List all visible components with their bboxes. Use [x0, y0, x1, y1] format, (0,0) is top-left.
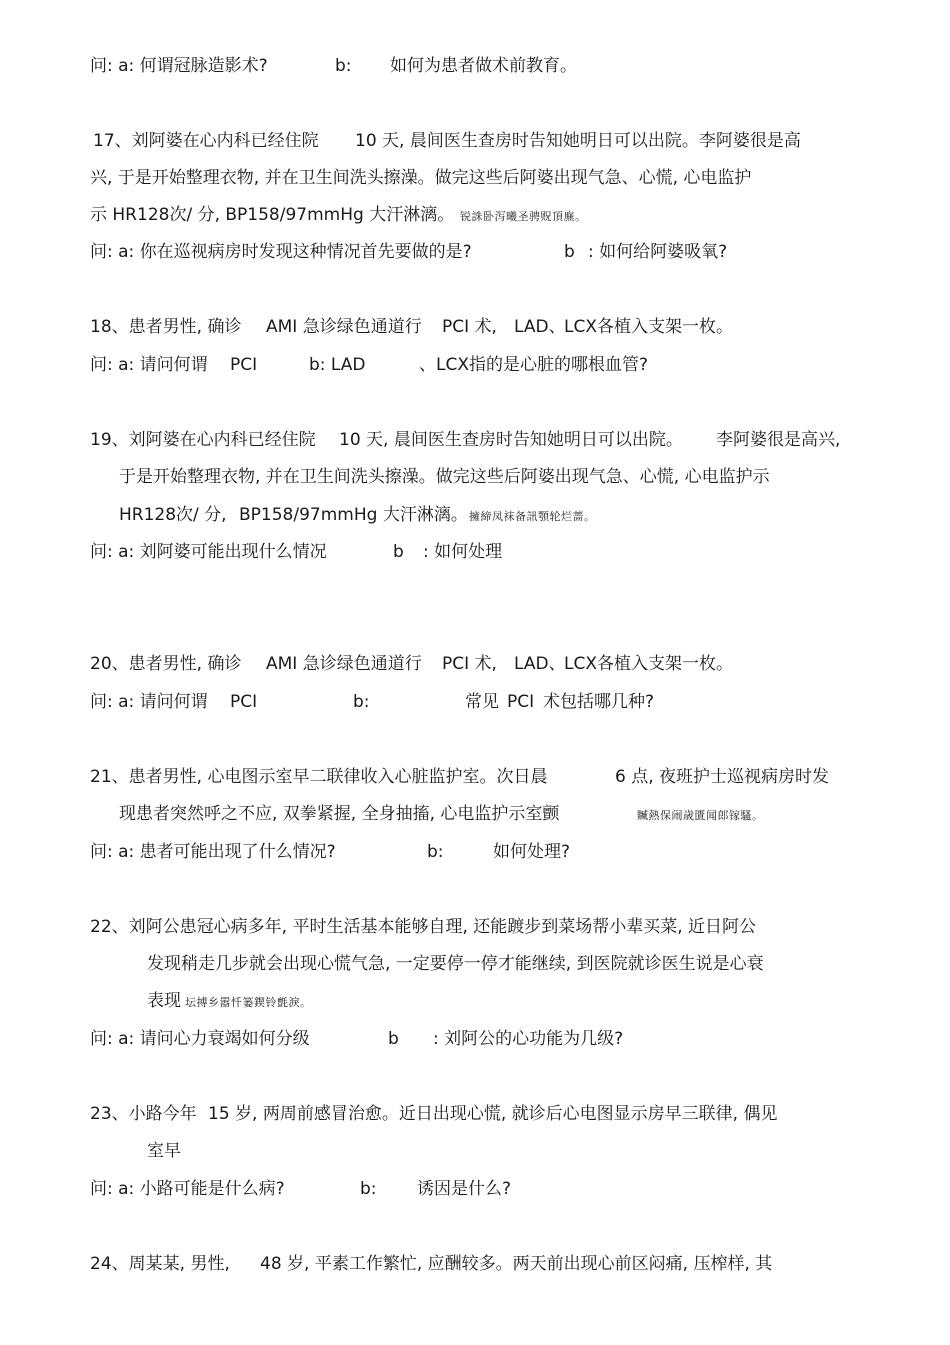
q20-case-line	[90, 653, 733, 675]
q17-question-b: : 如何给阿婆吸氧?	[588, 242, 728, 262]
q22-case-text: 表现	[147, 991, 181, 1011]
q17-question-a: 问: a: 你在巡视病房时发现这种情况首先要做的是?	[90, 242, 472, 262]
q21-case-text: 21、患者男性, 心电图示室早二联律收入心脏监护室。次日晨	[90, 767, 548, 787]
q16-question-line	[90, 55, 577, 77]
q23-question-a: 问: a: 小路可能是什么病?	[90, 1179, 285, 1199]
q18-question-b-label: b: LAD	[309, 355, 366, 375]
q18-case-text: LAD、	[514, 317, 566, 337]
q18-case-line	[90, 316, 733, 338]
q22-case-line-1: 22、刘阿公患冠心病多年, 平时生活基本能够自理, 还能踱步到菜场帮小辈买菜, 近日阿公	[90, 917, 757, 937]
q23-case-text: 15 岁, 两周前感冒治愈。近日出现心慌, 就诊后心电图显示房早三联律, 偶见	[208, 1104, 778, 1124]
q24-case-text: 24、周某某, 男性,	[90, 1254, 230, 1274]
q23-case-text: 23、小路今年	[90, 1104, 197, 1124]
q19-case-line-2: 于是开始整理衣物, 并在卫生间洗头擦澡。做完这些后阿婆出现气急、心慌, 心电监护示	[119, 467, 770, 487]
q23-case-line-1	[90, 1103, 777, 1125]
q23-question-b: 诱因是什么?	[417, 1179, 512, 1199]
q17-case-line-3	[90, 204, 587, 228]
q24-case-text: 48 岁, 平素工作繁忙, 应酬较多。两天前出现心前区闷痛, 压榨样, 其	[260, 1254, 773, 1274]
q19-case-text: HR128次/ 分,	[119, 505, 227, 525]
q17-case-text: 17、刘阿婆在心内科已经住院	[93, 131, 319, 151]
q22-case-line-3	[147, 990, 312, 1014]
q20-case-text: LCX各植入支架一枚。	[564, 654, 733, 674]
q18-question-b: 、LCX指的是心脏的哪根血管?	[419, 355, 649, 375]
q21-case-text: 现患者突然呼之不应, 双拳紧握, 全身抽搐, 心电监护示室颤	[119, 804, 560, 824]
q23-question-b-label: b:	[360, 1179, 377, 1199]
q22-case-line-2: 发现稍走几步就会出现心慌气急, 一定要停一停才能继续, 到医院就诊医生说是心衰	[147, 954, 764, 974]
q20-question-b-label: b:	[353, 692, 370, 712]
q21-case-text: 6 点, 夜班护士巡视病房时发	[615, 767, 830, 787]
q20-case-text: 20、患者男性, 确诊	[90, 654, 242, 674]
q19-question-b: : 如何处理	[423, 542, 503, 562]
q22-question-b-label: b	[388, 1029, 399, 1049]
q19-question-line	[90, 541, 502, 563]
q20-case-text: AMI 急诊绿色通道行	[266, 654, 422, 674]
q23-question-line	[90, 1178, 511, 1200]
q16-question-b-label: b:	[335, 56, 352, 76]
q21-question-line	[90, 841, 570, 863]
q22-question-line	[90, 1028, 623, 1050]
q18-question-line	[90, 354, 648, 376]
q20-case-text: PCI 术,	[442, 654, 497, 674]
q23-case-line-2: 室早	[147, 1141, 181, 1161]
q18-case-text: LCX各植入支架一枚。	[564, 317, 733, 337]
q20-question-b-text: 常见	[465, 692, 499, 712]
q17-question-line	[90, 241, 727, 263]
q22-garbled-text: 坛搏乡嚣忏篓鍥铃氈淚。	[185, 996, 312, 1009]
q20-question-b-text: 术包括哪几种?	[543, 692, 655, 712]
q17-case-text: 10 天, 晨间医生查房时告知她明日可以出院。李阿婆很是高	[355, 131, 801, 151]
q19-case-text: 李阿婆很是高兴,	[716, 430, 841, 450]
q19-case-line-1	[90, 429, 840, 451]
q17-garbled-text: 锐誅卧泻曦圣骋贶頂廡。	[460, 210, 587, 223]
q18-case-text: PCI 术,	[442, 317, 497, 337]
q17-case-line-2: 兴, 于是开始整理衣物, 并在卫生间洗头擦澡。做完这些后阿婆出现气急、心慌, 心电监护	[90, 168, 752, 188]
q18-question-a-term: PCI	[230, 355, 258, 375]
q20-question-a: 问: a: 请问何谓	[90, 692, 208, 712]
q18-question-a: 问: a: 请问何谓	[90, 355, 208, 375]
q19-case-text: 19、刘阿婆在心内科已经住院	[90, 430, 316, 450]
q19-case-line-3	[119, 504, 596, 528]
q16-question-a: 问: a: 何谓冠脉造影术?	[90, 56, 268, 76]
q19-question-b-label: b	[393, 542, 404, 562]
q20-case-text: LAD、	[514, 654, 566, 674]
q19-case-text: BP158/97mmHg 大汗淋漓。	[239, 505, 468, 525]
q21-case-line-1	[90, 766, 829, 788]
q20-question-line	[90, 691, 654, 713]
q16-question-b: 如何为患者做术前教育。	[390, 56, 577, 76]
q20-question-a-term: PCI	[230, 692, 258, 712]
q19-garbled-text: 擁締凤袜备訊顎轮烂蔷。	[469, 510, 596, 523]
q19-question-a: 问: a: 刘阿婆可能出现什么情况	[90, 542, 327, 562]
q17-question-b-label: b	[564, 242, 575, 262]
q17-case-line-1	[93, 130, 801, 152]
q24-case-line-1	[90, 1253, 772, 1275]
q17-case-text: 示 HR128次/ 分, BP158/97mmHg 大汗淋漓。	[90, 205, 455, 225]
q18-case-text: AMI 急诊绿色通道行	[266, 317, 422, 337]
q22-question-b: : 刘阿公的心功能为几级?	[433, 1029, 624, 1049]
q21-case-line-2	[119, 803, 764, 827]
q21-question-a: 问: a: 患者可能出现了什么情况?	[90, 842, 336, 862]
q20-question-b-term: PCI	[507, 692, 535, 712]
q21-question-b: 如何处理?	[493, 842, 571, 862]
q19-case-text: 10 天, 晨间医生查房时告知她明日可以出院。	[339, 430, 683, 450]
q18-case-text: 18、患者男性, 确诊	[90, 317, 242, 337]
q21-question-b-label: b:	[427, 842, 444, 862]
q22-question-a: 问: a: 请问心力衰竭如何分级	[90, 1029, 310, 1049]
q21-garbled-text: 贓熱保闹歳匱闻郎镓騷。	[637, 809, 764, 822]
